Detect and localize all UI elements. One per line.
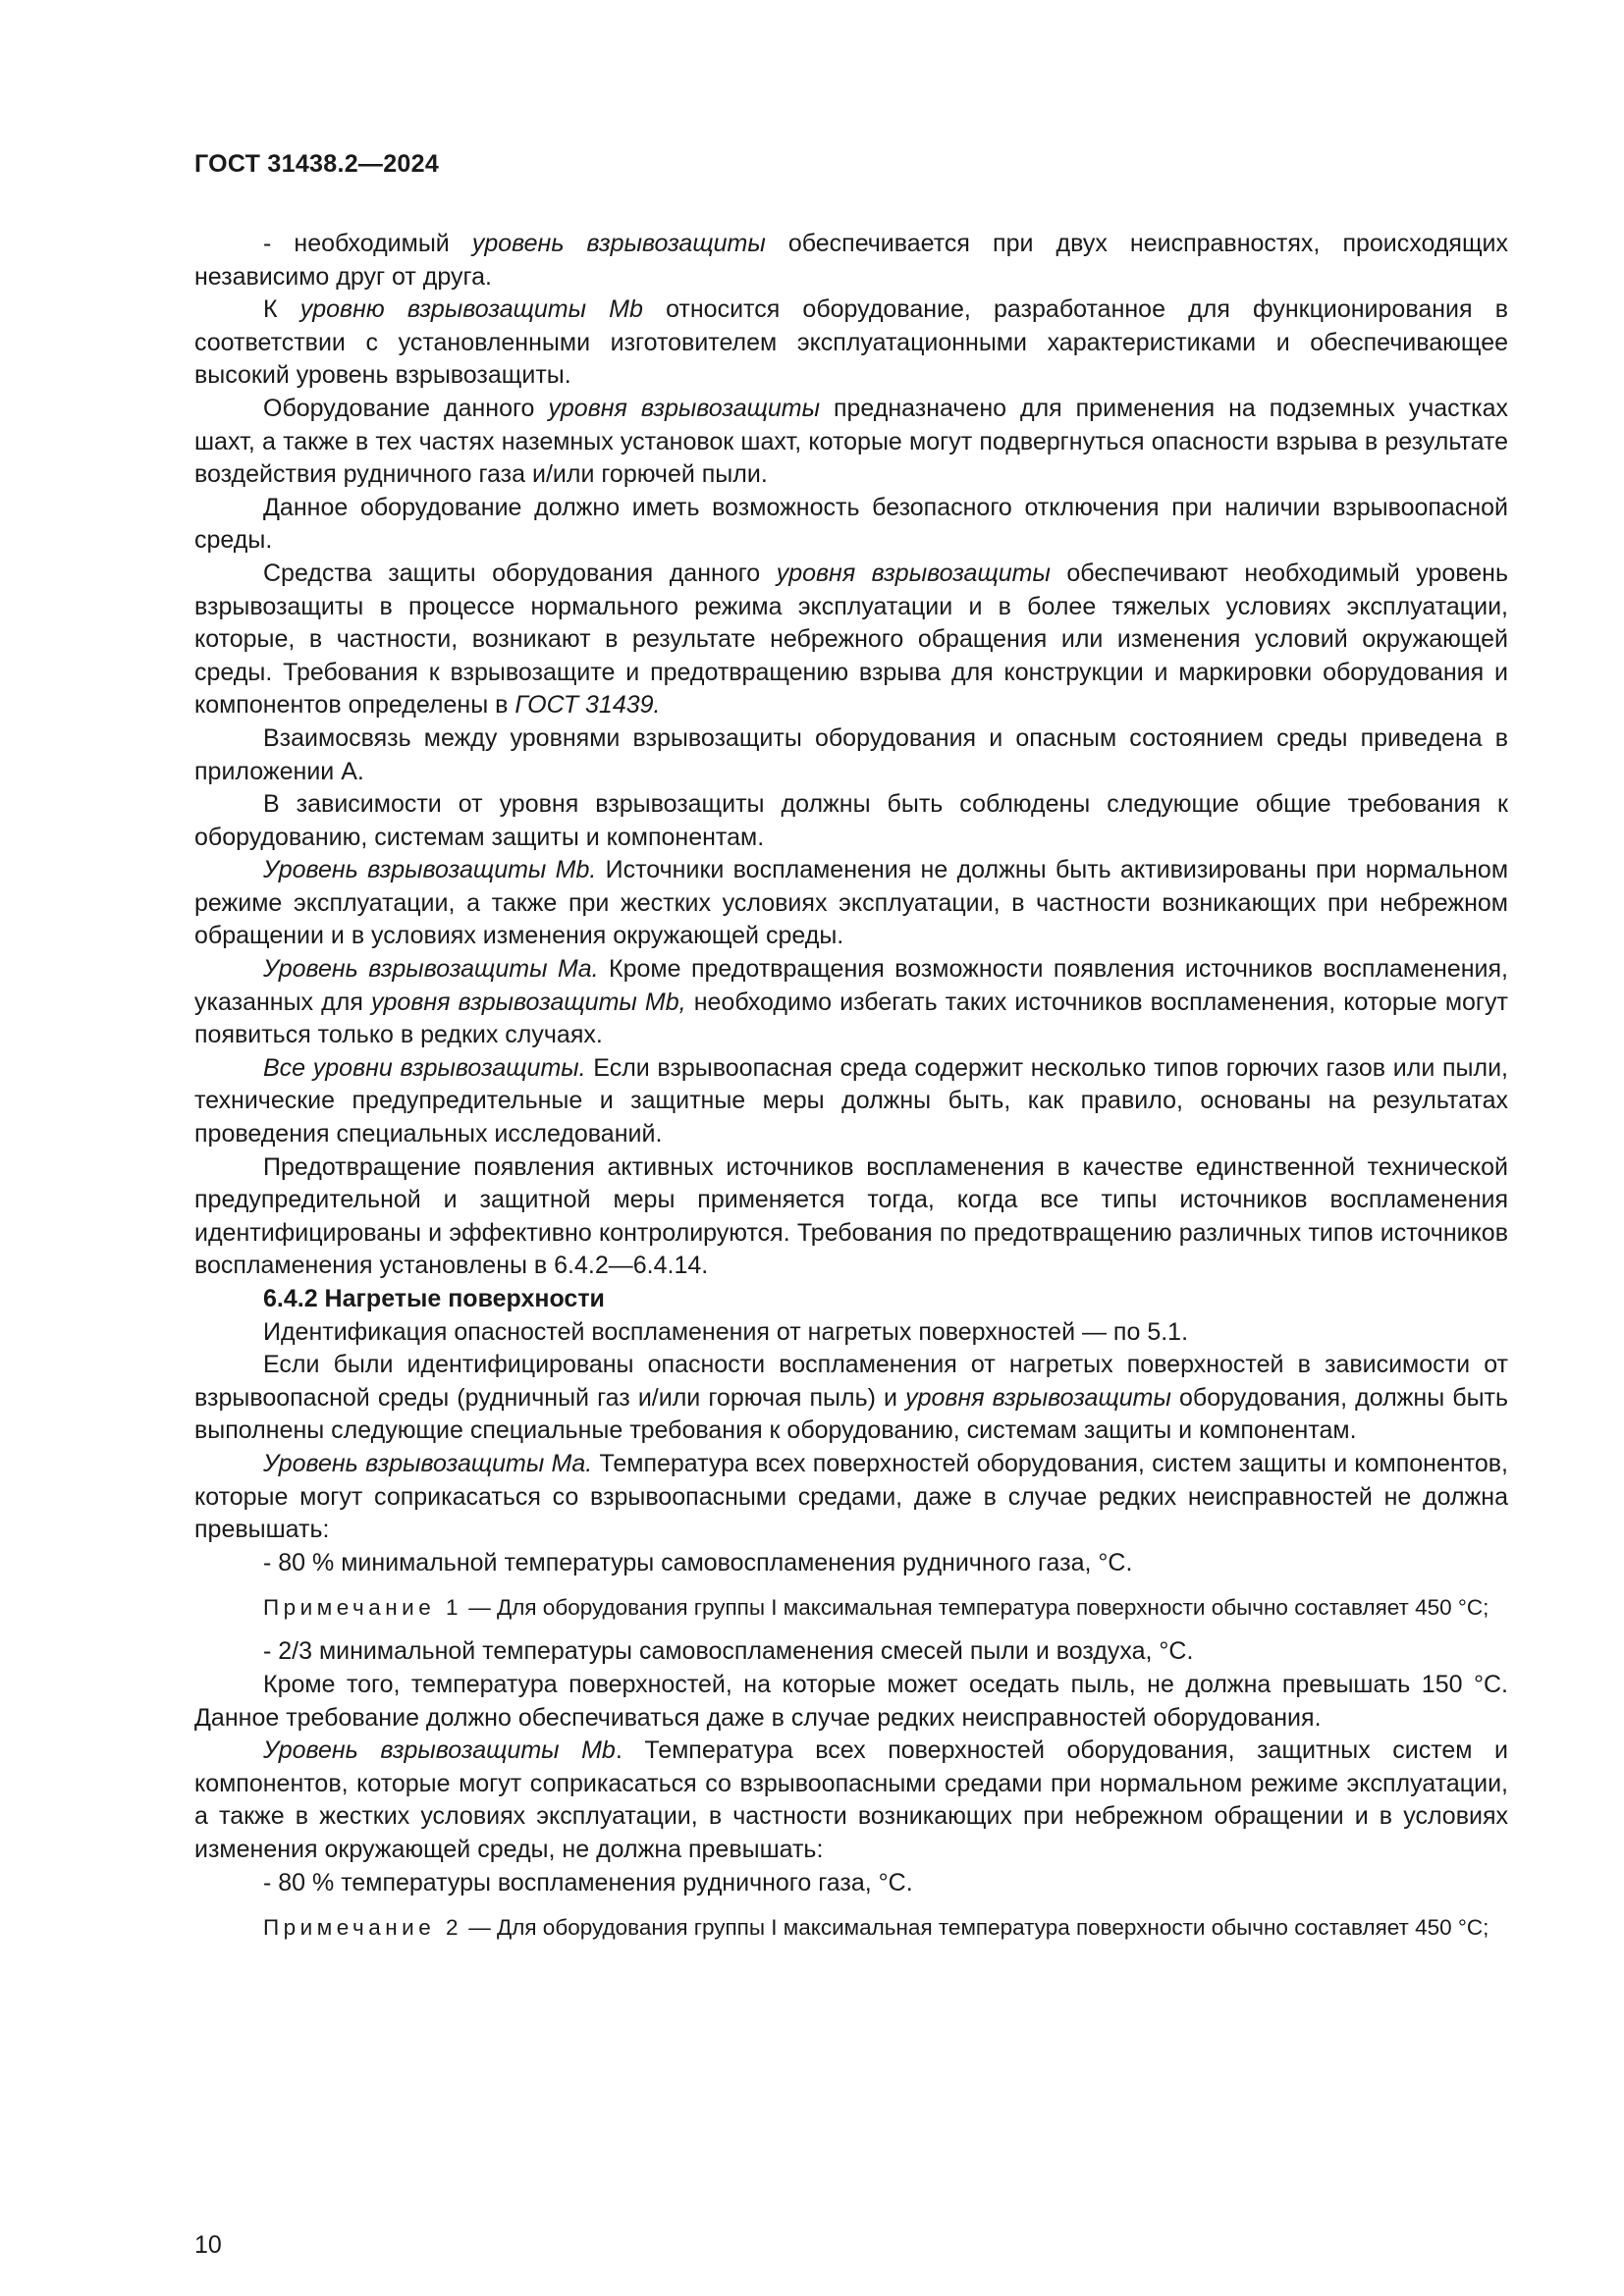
- italic-term: ГОСТ 31439.: [514, 691, 661, 720]
- body-paragraph: [194, 393, 1508, 492]
- body-paragraph: [194, 1448, 1508, 1547]
- text-run: Идентификация опасностей воспламенения от нагретых поверхностей — по 5.1.: [263, 1317, 1189, 1346]
- text-run: Если были идентифицированы опасности воспламенения от нагретых поверхностей в зависимости от взрывоопасной среды (рудничный газ и/или горючая пыль) и: [194, 1351, 1508, 1412]
- body-paragraph: [194, 294, 1508, 393]
- text-run: - 2/3 минимальной температуры самовоспламенения смесей пыли и воздуха, °С.: [263, 1637, 1194, 1666]
- text-run: Если взрывоопасная среда содержит несколько типов горючих газов или пыли, технические предупредительные и защитные меры должны быть, как правило, основаны на результатах проведения специальных исследований.: [194, 1053, 1508, 1148]
- body-paragraph: [194, 228, 1508, 294]
- page-header-standard-title: ГОСТ 31438.2—2024: [194, 150, 440, 178]
- body-paragraph: [194, 1349, 1508, 1448]
- italic-term: уровень взрывозащиты: [471, 230, 766, 257]
- body-paragraph: [194, 1547, 1508, 1580]
- text-run: Средства защиты оборудования данного: [263, 559, 777, 587]
- text-run: относится оборудование, разработанное для функционирования в соответствии с установленными изготовителем эксплуатационными характеристиками и обеспечивающее высокий уровень взрывозащиты.: [194, 295, 1508, 390]
- italic-term: Все уровни взрывозащиты.: [263, 1053, 586, 1082]
- text-run: - необходимый: [263, 230, 472, 257]
- note-label: Примечание 2: [263, 1915, 462, 1941]
- text-run: Источники воспламенения не должны быть активизированы при нормальном режиме эксплуатации, а также при жестких условиях эксплуатации, в частности возникающих при небрежном обращении и в условиях изменения окружающей среды.: [194, 856, 1509, 950]
- body-paragraph: [194, 492, 1508, 558]
- body-paragraph: [194, 1867, 1508, 1900]
- italic-term: Уровень взрывозащиты Ma.: [263, 955, 599, 984]
- body-paragraph: [194, 1151, 1508, 1283]
- text-run: - 80 % температуры воспламенения рудничного газа, °С.: [263, 1868, 913, 1896]
- italic-term: уровня взрывозащиты Mb,: [371, 988, 686, 1016]
- body-paragraph: [194, 854, 1508, 953]
- italic-term: Уровень взрывозащиты Mb: [263, 1736, 616, 1765]
- note-paragraph: [194, 1591, 1508, 1624]
- text-run: обеспечивают необходимый уровень взрывозащиты в процессе нормального режима эксплуатации и в более тяжелых условиях эксплуатации, которые, в частности, возникают в результате небрежного обращения или изменения условий окружающей среды. Требования к взрывозащите и предотвращению взрыва для конструкции и маркировки оборудования и компонентов определены в: [194, 559, 1509, 720]
- text-run: Данное оборудование должно иметь возможность безопасного отключения при наличии взрывоопасной среды.: [194, 493, 1508, 555]
- text-run: Оборудование данного: [263, 394, 549, 422]
- page-number: 10: [194, 2231, 222, 2259]
- text-run: Кроме того, температура поверхностей, на которые может оседать пыль, не должна превышать 150 °С. Данное требование должно обеспечиваться даже в случае редких неисправностей оборудования.: [194, 1670, 1508, 1732]
- note-paragraph: [194, 1911, 1508, 1944]
- text-run: - 80 % минимальной температуры самовоспламенения рудничного газа, °С.: [263, 1548, 1133, 1576]
- text-run: К: [263, 295, 300, 324]
- body-paragraph: [194, 1669, 1508, 1735]
- text-run: — Для оборудования группы I максимальная температура поверхности обычно составляет 450 °С;: [462, 1915, 1489, 1941]
- italic-term: уровня взрывозащиты: [548, 394, 821, 422]
- body-paragraph: [194, 953, 1508, 1052]
- body-paragraph: [194, 1052, 1508, 1151]
- text-run: необходимо избегать таких источников воспламенения, которые могут появиться только в редких случаях.: [194, 988, 1508, 1049]
- text-run: Предотвращение появления активных источников воспламенения в качестве единственной технической предупредительной и защитной меры применяется тогда, когда все типы источников воспламенения идентифицированы и эффективно контролируются. Требования по предотвращению различных типов источников воспламенения установлены в 6.4.2—6.4.14.: [194, 1152, 1508, 1280]
- body-paragraph: [194, 788, 1508, 854]
- text-run: предназначено для применения на подземных участках шахт, а также в тех частях наземных установок шахт, которые могут подвергнуться опасности взрыва в результате воздействия рудничного газа и/или горючей пыли.: [194, 394, 1508, 489]
- body-paragraph: [194, 1735, 1508, 1866]
- body-paragraph: [194, 722, 1508, 788]
- italic-term: уровню взрывозащиты Mb: [299, 295, 643, 324]
- body-paragraph: [194, 1316, 1508, 1350]
- italic-term: уровня взрывозащиты: [905, 1383, 1171, 1412]
- italic-term: Уровень взрывозащиты Ma.: [263, 1449, 593, 1477]
- section-heading: [194, 1283, 1508, 1316]
- italic-term: уровня взрывозащиты: [776, 559, 1051, 587]
- body-paragraph: [194, 1635, 1508, 1669]
- body-paragraph: [194, 558, 1508, 722]
- text-run: обеспечивается при двух неисправностях, происходящих независимо друг от друга.: [194, 230, 1508, 291]
- text-run: оборудования, должны быть выполнены следующие специальные требования к оборудованию, системам защиты и компонентам.: [194, 1383, 1509, 1445]
- document-page: [194, 147, 1509, 2259]
- document-body: [194, 228, 1508, 1944]
- text-run: В зависимости от уровня взрывозащиты должны быть соблюдены следующие общие требования к оборудованию, системам защиты и компонентам.: [194, 790, 1508, 851]
- text-run: . Температура всех поверхностей оборудования, защитных систем и компонентов, которые могут соприкасаться со взрывоопасными средами при нормальном режиме эксплуатации, а также в жестких условиях эксплуатации, в частности возникающих при небрежном обращении и в условиях изменения окружающей среды, не должна превышать:: [194, 1736, 1508, 1863]
- text-run: Взаимосвязь между уровнями взрывозащиты оборудования и опасным состоянием среды приведена в приложении А.: [194, 723, 1508, 785]
- italic-term: Уровень взрывозащиты Mb.: [263, 856, 597, 884]
- text-run: 6.4.2 Нагретые поверхности: [263, 1285, 605, 1312]
- text-run: Температура всех поверхностей оборудования, систем защиты и компонентов, которые могут соприкасаться со взрывоопасными средами, даже в случае редких неисправностей не должна превышать:: [194, 1449, 1508, 1544]
- text-run: — Для оборудования группы I максимальная температура поверхности обычно составляет 450 °С;: [462, 1595, 1489, 1621]
- text-run: Кроме предотвращения возможности появления источников воспламенения, указанных для: [194, 955, 1508, 1016]
- note-label: Примечание 1: [263, 1595, 462, 1621]
